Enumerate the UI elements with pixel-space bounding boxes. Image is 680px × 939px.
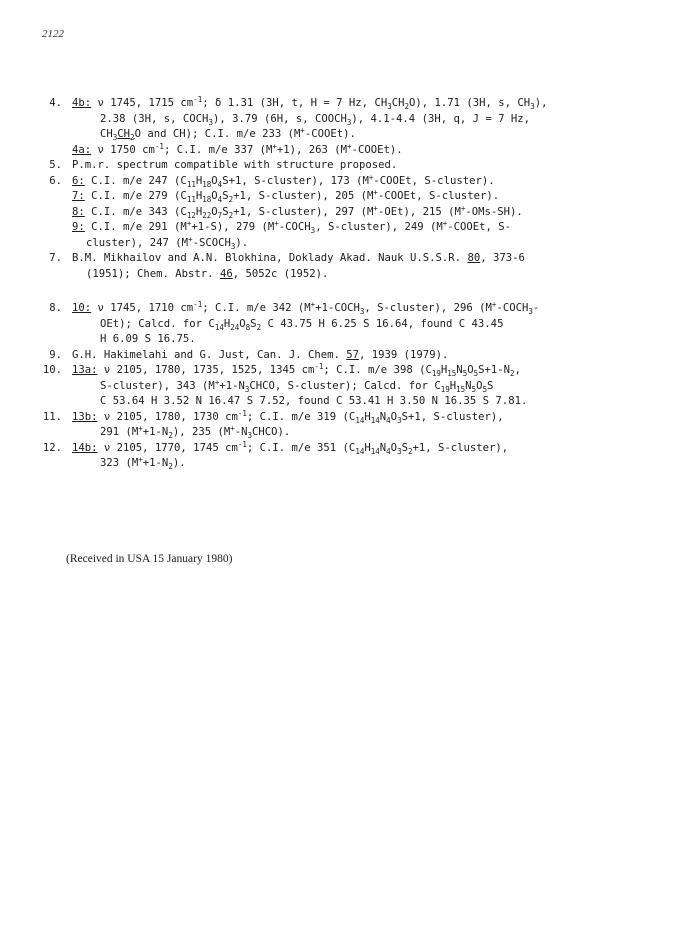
compound-label: 13a:	[72, 364, 98, 376]
footnote-number: 8.	[49, 302, 62, 314]
footnote-number: 11.	[42, 410, 62, 423]
footnote-9: 9. G.H. Hakimelahi and G. Just, Can. J. Chem. 57, 1939 (1979).	[0, 348, 680, 364]
footnote-number: 9.	[49, 348, 62, 361]
footnote-11: 11. 13b: ν 2105, 1780, 1730 $cm^{-1}$; C.I. m/e 319 ($C_{14}H_{14}N_4O_3S+1$, S-cluster), 291 $(M^++1-N_2)$, 235 $(M^+-N_3CHCO)$.	[42, 408, 504, 440]
footnote-number: 4.	[49, 97, 62, 109]
footnote-12: 12. 14b: ν 2105, 1770, 1745 $cm^{-1}$; C.I. m/e 351 ($C_{14}H_{14}N_4O_3S_2+1$, S-cluster), 323 $(M^++1-N_2)$.	[42, 439, 509, 471]
page-number: 2122	[42, 28, 64, 40]
compound-label: 8:	[72, 205, 85, 218]
compound-label: 10:	[72, 302, 92, 314]
footnote-6: 6. 6: C.I. m/e 247 ($C_{11}H_{18}O_4S+1$, S-cluster), 173 (M+-COOEt, S-cluster). 7: C.I. m/e 279 ($C_{11}H_{18}O_4S_2+1$, S-cluster), 205 (M+-COOEt, S-cluster). 8: C.I. m/e 343 ($C_{12}H_{22}O_7S_2+1$, S-cluster), 297 (M+-OEt), 215 (M+-OMs-SH). 9: C.I. m/e 291 (M++1-S), 279 ($M^+-COCH_3$, S-cluster), 249 (M+-COOEt, S- cluster), 247 $(M^+-SCOCH_3)$.	[49, 172, 523, 251]
compound-label: 4a:	[72, 143, 92, 156]
footnote-text: P.m.r. spectrum compatible with structure proposed.	[72, 159, 398, 171]
footnote-10: 10. 13a: ν 2105, 1780, 1735, 1525, 1345 $cm^{-1}$; C.I. m/e 398 ($C_{19}H_{15}N_5O_5S+1-N_2$, S-cluster), 343 ($M^++1-N_3CHCO$, S-cluster); Calcd. for $C_{19}H_{15}N_5O_5S$ C 53.64 H 3.52 N 16.47 S 7.52, found C 53.41 H 3.50 N 16.35 S 7.81.	[42, 362, 528, 407]
compound-label: 13b:	[72, 410, 98, 423]
footnote-text: H 6.09 S 16.75.	[100, 333, 196, 345]
received-date: (Received in USA 15 January 1980)	[66, 553, 233, 565]
compound-label: 9:	[72, 221, 85, 233]
footnote-8: 8. 10: ν 1745, 1710 $cm^{-1}$; C.I. m/e 342 ($M^++1-COCH_3$, S-cluster), 296 ($M^+-COCH_3-$ OEt); Calcd. for $C_{14}H_{24}O_8S_2$ C 43.75 H 6.25 S 16.64, found C 43.45 H 6.09 S 16.75.	[49, 300, 540, 345]
footnote-number: 10.	[42, 364, 62, 376]
footnote-7: 7. B.M. Mikhailov and A.N. Blokhina, Doklady Akad. Nauk U.S.S.R. 80, 373-6 (1951); Chem. Abstr. 46, 5052c (1952).	[49, 252, 525, 280]
footnotes	[0, 96, 680, 472]
footnote-number: 6.	[49, 174, 62, 187]
compound-label: 4b:	[72, 97, 92, 109]
footnote-4: 4. 4b: ν 1745, 1715 $cm^{-1}$; δ 1.31 (3H, t, H = 7 Hz, $CH_3CH_2O$), 1.71 (3H, s, $CH_3$), 2.38 (3H, s, $COCH_3$), 3.79 (6H, s, $COOCH_3$), 4.1-4.4 (3H, q, J = 7 Hz, $CH_3CH_2O$ and CH); C.I. m/e 233 (M+-COOEt). 4a: ν 1750 $cm^{-1}$; C.I. m/e 337 (M++1), 263 (M+-COOEt).	[49, 95, 548, 156]
compound-label: 14b:	[72, 441, 98, 454]
compound-label: 6:	[72, 174, 85, 187]
footnote-5	[0, 158, 680, 174]
footnote-number: 7.	[49, 252, 62, 264]
footnote-text: C 53.64 H 3.52 N 16.47 S 7.52, found C 53.41 H 3.50 N 16.35 S 7.81.	[100, 395, 528, 407]
footnote-number: 12.	[42, 441, 62, 454]
compound-label: 7:	[72, 190, 85, 202]
footnote-number: 5.	[49, 159, 62, 171]
